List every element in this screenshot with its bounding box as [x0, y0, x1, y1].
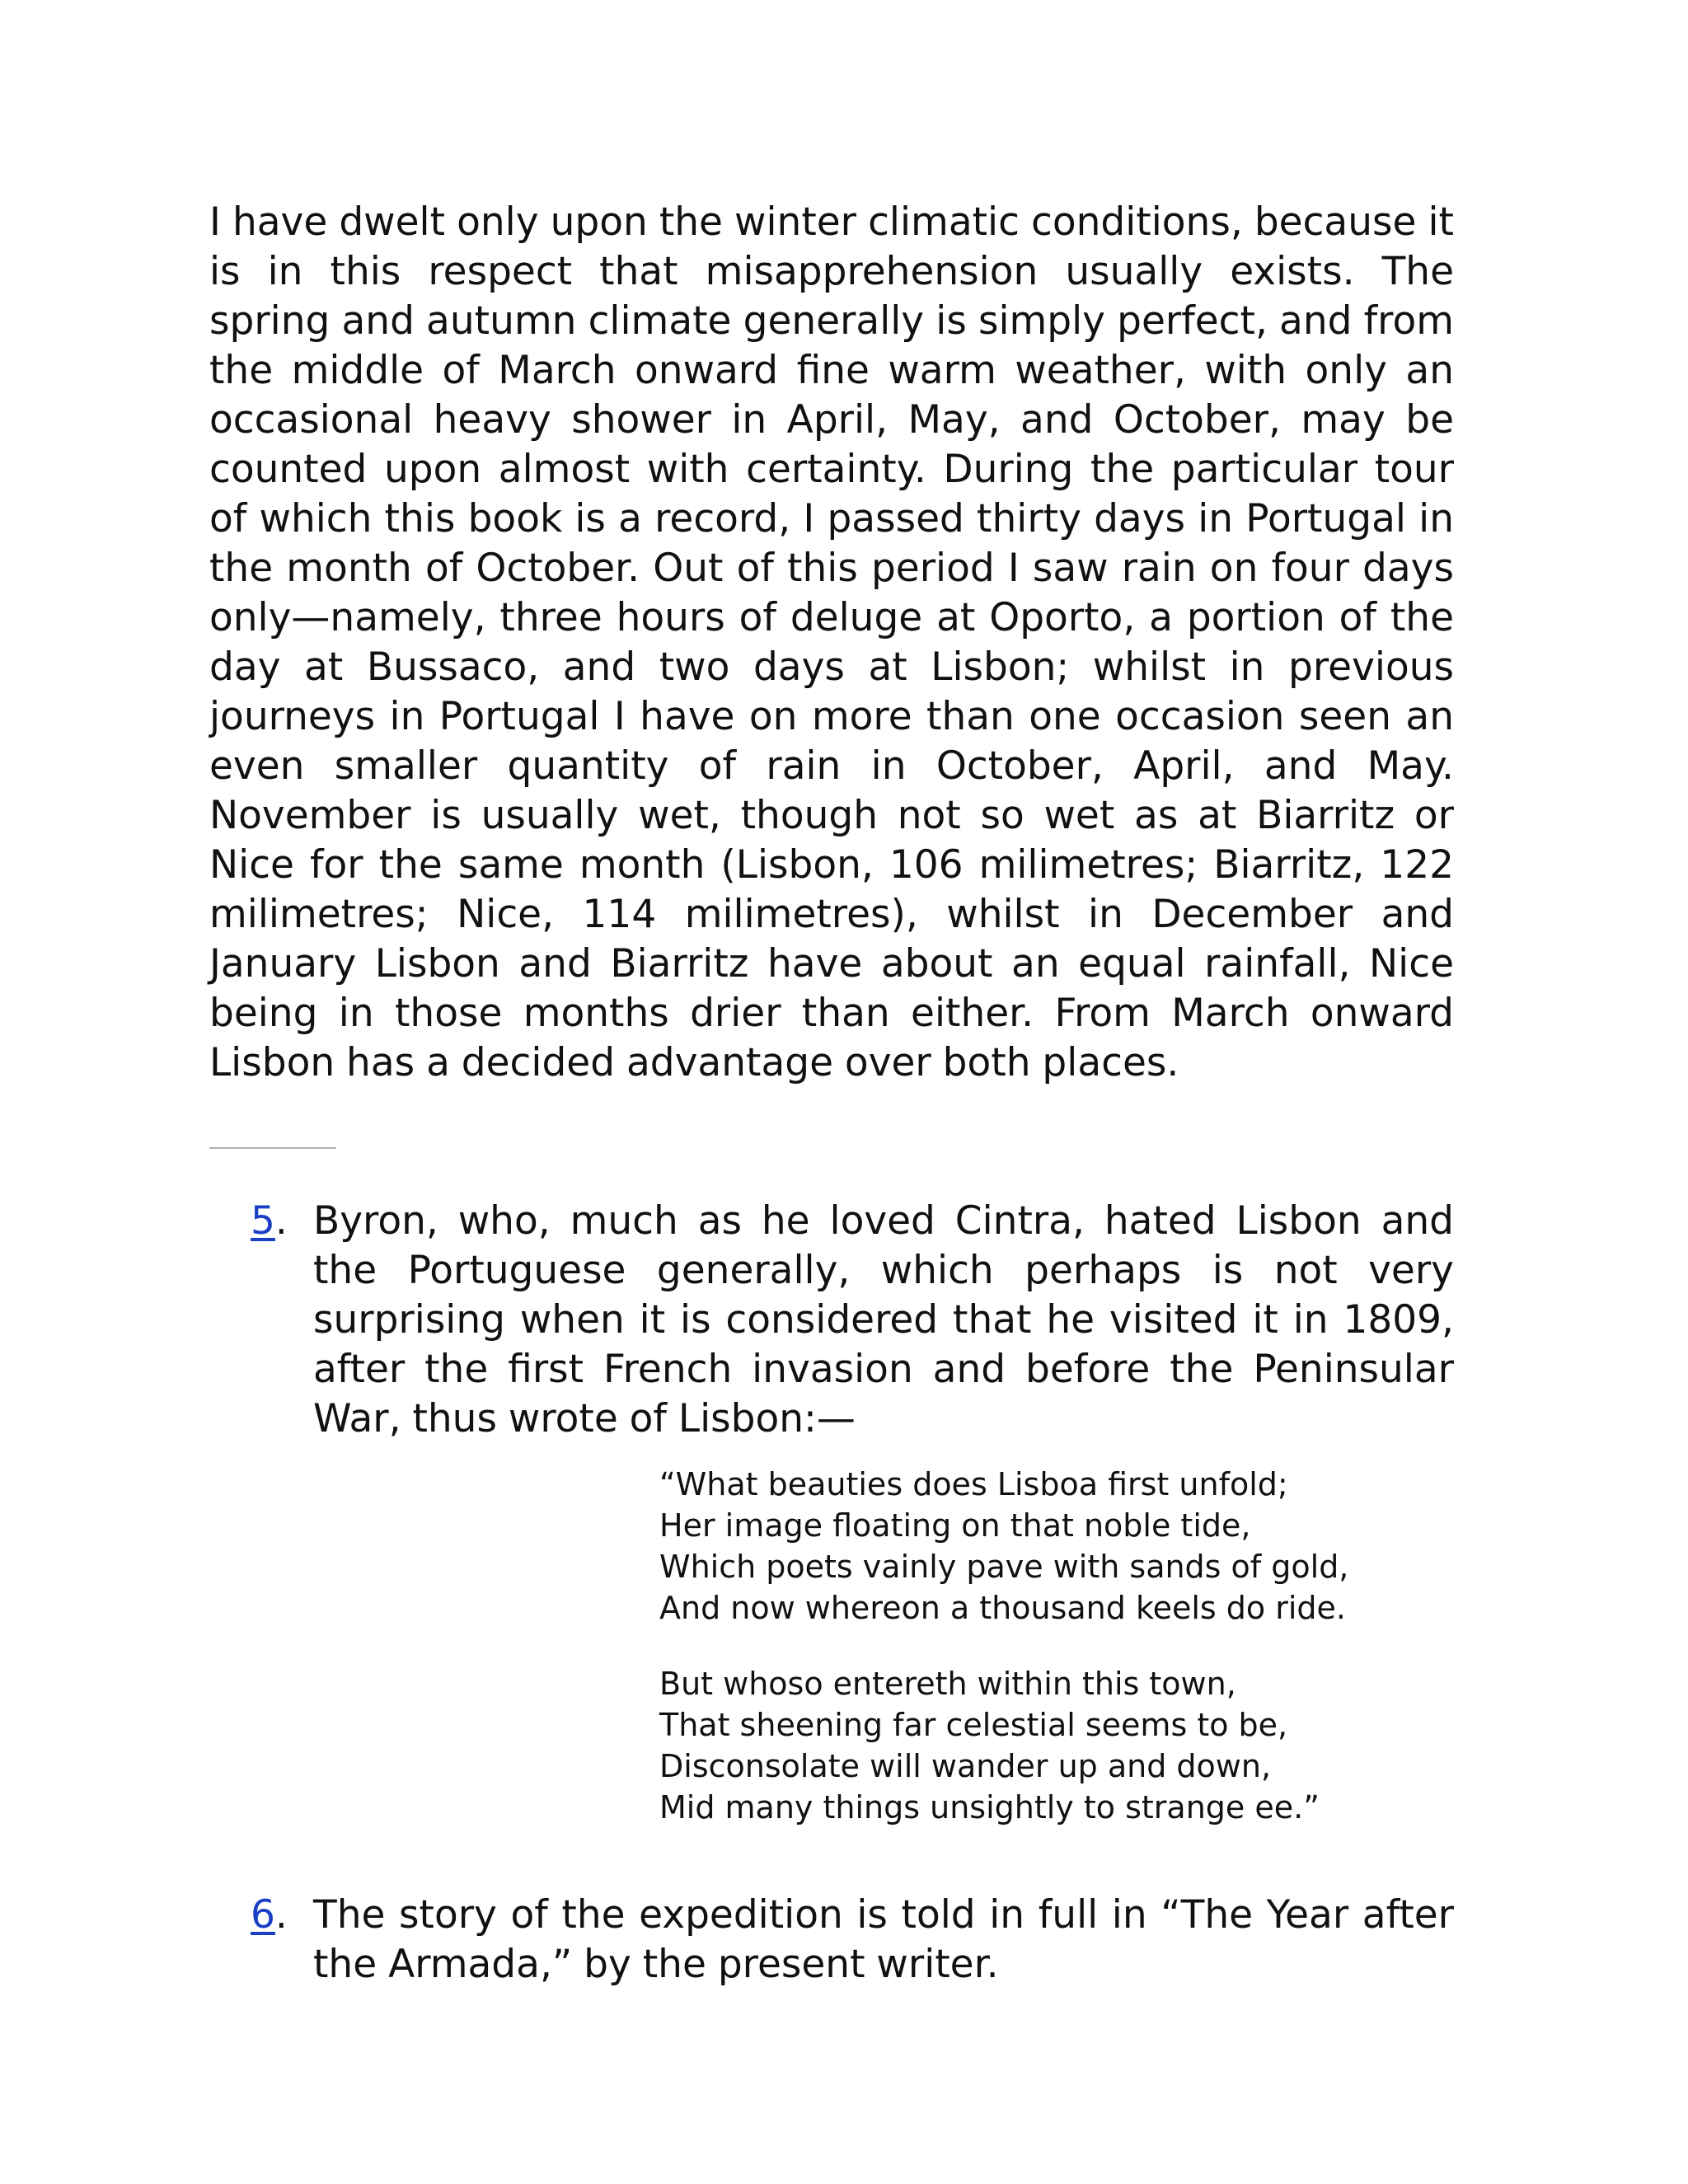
poem-line: Mid many things unsightly to strange ee.”: [659, 1789, 1320, 1825]
poem-line: Disconsolate will wander up and down,: [659, 1748, 1272, 1784]
footnote-6-text: The story of the expedition is told in full in “The Year after the Armada,” by the present writer.: [313, 1892, 1454, 1987]
poem-line: And now whereon a thousand keels do ride.: [659, 1590, 1346, 1626]
footnote-6-period: .: [274, 1892, 288, 1938]
byron-poem: [659, 1464, 1454, 1828]
footnote-5-marker: [251, 1197, 288, 1246]
footnote-5-link[interactable]: 5: [251, 1198, 275, 1244]
poem-line: That sheening far celestial seems to be,: [659, 1707, 1288, 1743]
footnote-6: [209, 1891, 1454, 1990]
poem-line: Which poets vainly pave with sands of gold,: [659, 1549, 1349, 1585]
poem-line: “What beauties does Lisboa first unfold;: [659, 1466, 1288, 1502]
poem-stanza-2: [659, 1663, 1454, 1828]
footnote-divider: [209, 1147, 336, 1149]
footnote-5-text: Byron, who, much as he loved Cintra, hated Lisbon and the Portuguese generally, which perhaps is not very surprising when it is considered that he visited it in 1809, after the first French invasion and before the Peninsular War, thus wrote of Lisbon:—: [313, 1198, 1454, 1441]
footnote-6-link[interactable]: 6: [251, 1892, 275, 1938]
poem-line: Her image floating on that noble tide,: [659, 1507, 1251, 1544]
body-paragraph: I have dwelt only upon the winter climatic conditions, because it is in this respect that misapprehension usually exists. The spring and autumn climate generally is simply perfect, and from the middle of March onward fine warm weather, with only an occasional heavy shower in April, May, and October, may be counted upon almost with certainty. During the particular tour of which this book is a record, I passed thirty days in Portugal in the month of October. Out of this period I saw rain on four days only—namely, three hours of deluge at Oporto, a portion of the day at Bussaco, and two days at Lisbon; whilst in previous journeys in Portugal I have on more than one occasion seen an even smaller quantity of rain in October, April, and May. November is usually wet, though not so wet as at Biarritz or Nice for the same month (Lisbon, 106 milimetres; Biarritz, 122 milimetres; Nice, 114 milimetres), whilst in December and January Lisbon and Biarritz have about an equal rainfall, Nice being in those months drier than either. From March onward Lisbon has a decided advantage over both places.: [209, 199, 1454, 1085]
footnote-5-period: .: [274, 1198, 288, 1244]
footnote-5: [209, 1197, 1454, 1828]
footnote-6-marker: [251, 1891, 288, 1940]
page-content: [209, 198, 1454, 1990]
poem-line: But whoso entereth within this town,: [659, 1666, 1236, 1702]
poem-stanza-1: [659, 1464, 1454, 1629]
